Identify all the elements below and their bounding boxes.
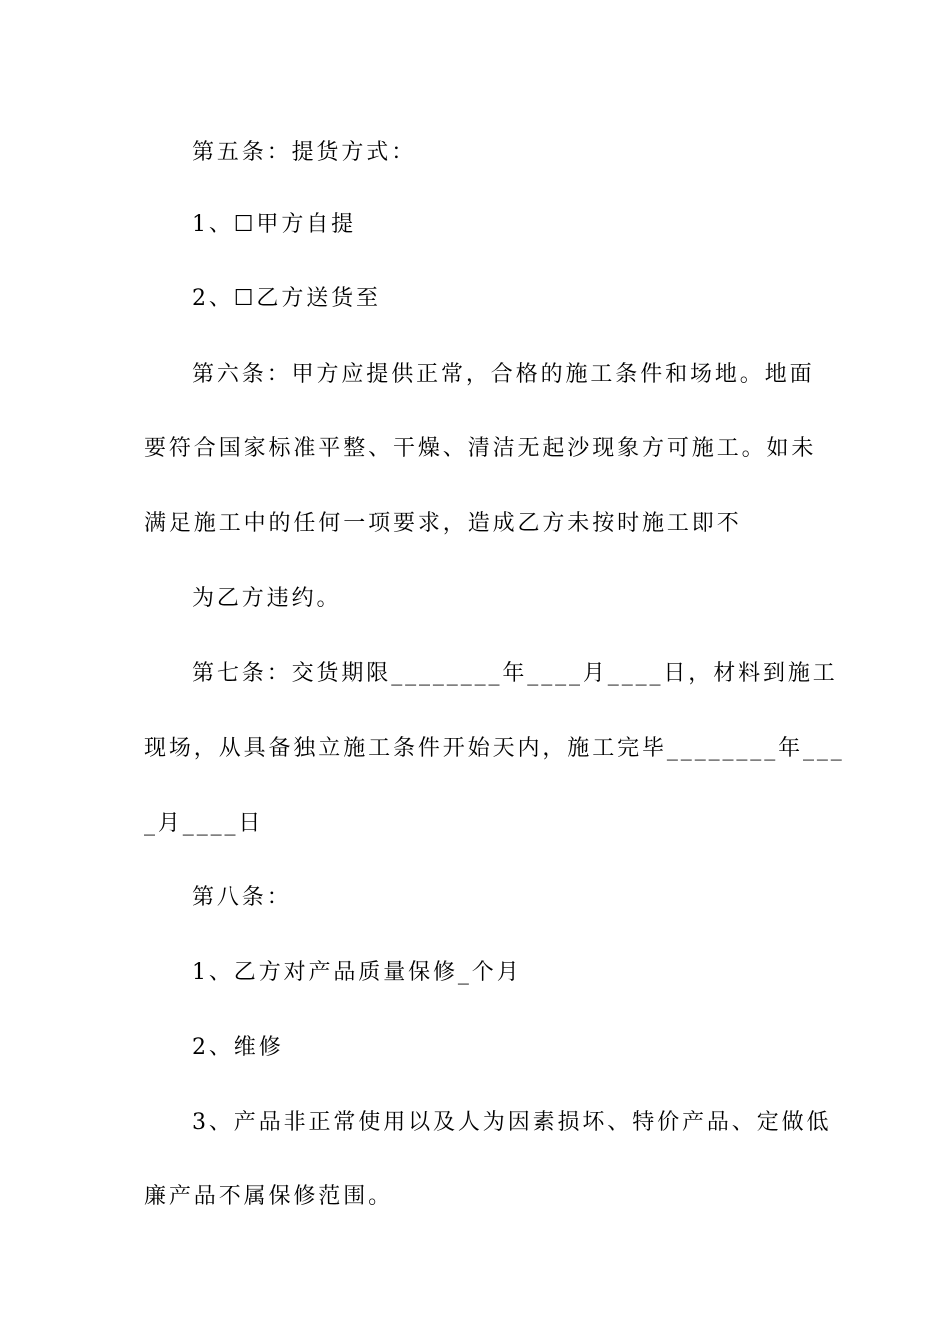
article-8-item-2: 2、维修: [192, 1035, 284, 1060]
article-7-line-1: 第七条：交货期限________年____月____日，材料到施工: [192, 661, 838, 686]
article-6-line-1: 第六条：甲方应提供正常，合格的施工条件和场地。地面: [192, 362, 815, 387]
article-6-line-3: 满足施工中的任何一项要求，造成乙方未按时施工即不: [144, 511, 742, 536]
article-6-line-2: 要符合国家标准平整、干燥、清洁无起沙现象方可施工。如未: [144, 436, 817, 461]
article-8-item-3-line-2: 廉产品不属保修范围。: [144, 1184, 394, 1209]
article-8-heading: 第八条：: [192, 885, 292, 910]
article-8-item-1: 1、乙方对产品质量保修_个月: [192, 960, 522, 985]
article-8-item-3-line-1: 3、产品非正常使用以及人为因素损坏、特价产品、定做低: [192, 1110, 832, 1135]
article-7-line-3: _月____日: [144, 811, 264, 836]
article-7-line-2: 现场，从具备独立施工条件开始天内，施工完毕________年___: [144, 736, 845, 761]
delivery-option-2: 2、☐乙方送货至: [192, 286, 381, 311]
article-5-heading: 第五条：提货方式：: [192, 140, 417, 165]
article-6-line-4: 为乙方违约。: [192, 586, 342, 611]
delivery-option-1: 1、☐甲方自提: [192, 212, 357, 237]
